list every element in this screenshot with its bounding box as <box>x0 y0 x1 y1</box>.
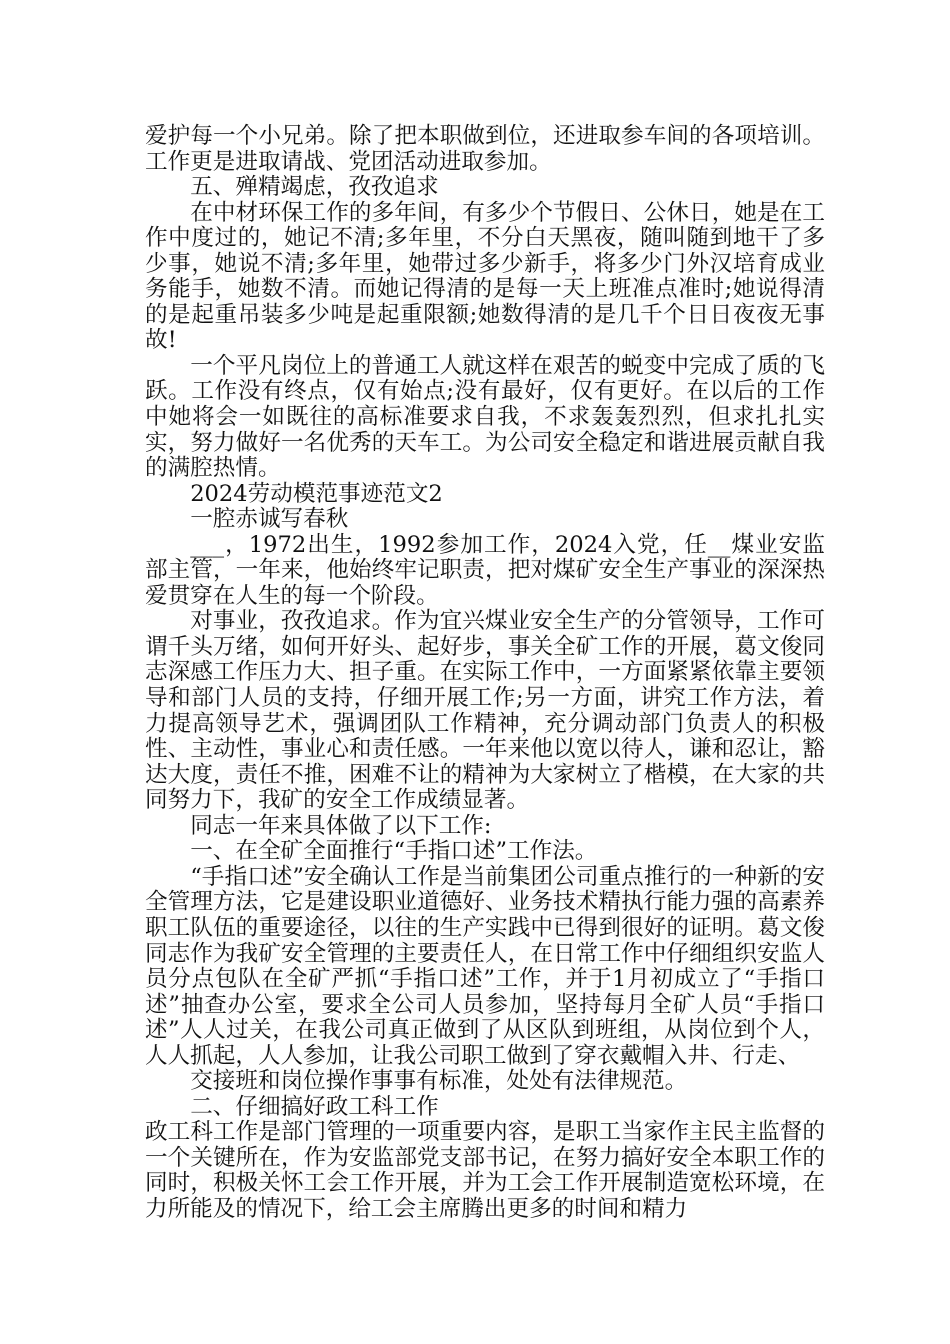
document-page <box>145 124 825 1223</box>
section-heading-5: 五、殚精竭虑，孜孜追求 <box>190 174 439 201</box>
paragraph-7: “手指口述”安全确认工作是当前集团公司重点推行的一种新的安全管理方法，它是建设职业道德好、业务技术精执行能力强的高素养职工队伍的重要途径，以往的生产实践中已得到很好的证明。葛文俊同志作为我矿安全管理的主要责任人，在日常工作中仔细组织安监人员分点包队在全矿严抓“手指口述”工作，并于1月初成立了“手指口述”抽查办公室，要求全公司人员参加，坚持每月全矿人员“手指口述”人人过关，在我公司真正做到了从区队到班组，从岗位到个人，人人抓起，人人参加，让我公司职工做到了穿衣戴帽入井、行走、 <box>145 863 825 1069</box>
section-heading-1: 一、在全矿全面推行“手指口述”工作法。 <box>190 838 598 865</box>
paragraph-5: 对事业，孜孜追求。作为宜兴煤业安全生产的分管领导，工作可谓千头万绪，如何开好头、起好步，事关全矿工作的开展，葛文俊同志深感工作压力大、担子重。在实际工作中，一方面紧紧依靠主要领导和部门人员的支持，仔细开展工作;另一方面，讲究工作方法，着力提高领导艺术，强调团队工作精神，充分调动部门负责人的积极性、主动性，事业心和责任感。一年来他以宽以待人，谦和忍让，豁达大度，责任不推，困难不让的精神为大家树立了楷模，在大家的共同努力下，我矿的安全工作成绩显著。 <box>145 608 825 814</box>
paragraph-4: ___，1972出生，1992参加工作，2024入党，任__煤业安监部主管，一年来，他始终牢记职责，把对煤矿安全生产事业的深深热爱贯穿在人生的每一个阶段。 <box>145 531 825 609</box>
section-heading-2: 二、仔细搞好政工科工作 <box>190 1093 439 1120</box>
paragraph-8: 交接班和岗位操作事事有标准，处处有法律规范。 <box>190 1068 688 1095</box>
article-subtitle: 一腔赤诚写春秋 <box>190 506 349 533</box>
paragraph-9: 政工科工作是部门管理的一项重要内容，是职工当家作主民主监督的一个关键所在，作为安监部党支部书记，在努力搞好安全本职工作的同时，积极关怀工会工作开展，并为工会工作开展制造宽松环境，在力所能及的情况下，给工会主席腾出更多的时间和精力 <box>145 1119 825 1222</box>
paragraph-2: 在中材环保工作的多年间，有多少个节假日、公休日，她是在工作中度过的，她记不清;多年里，不分白天黑夜，随叫随到地干了多少事，她说不清;多年里，她带过多少新手，将多少门外汉培育成业务能手，她数不清。而她记得清的是每一天上班准点准时;她说得清的是起重吊装多少吨是起重限额;她数得清的是几千个日日夜夜无事故! <box>145 199 825 354</box>
paragraph-3: 一个平凡岗位上的普通工人就这样在艰苦的蜕变中完成了质的飞跃。工作没有终点，仅有始点;没有最好，仅有更好。在以后的工作中她将会一如既往的高标准要求自我，不求轰轰烈烈，但求扎扎实实，努力做好一名优秀的天车工。为公司安全稳定和谐进展贡献自我的满腔热情。 <box>145 352 825 482</box>
paragraph-1: 爱护每一个小兄弟。除了把本职做到位，还进取参车间的各项培训。工作更是进取请战、党团活动进取参加。 <box>145 123 825 175</box>
paragraph-6: 同志一年来具体做了以下工作: <box>190 812 492 839</box>
article-title: 2024劳动模范事迹范文2 <box>190 480 443 507</box>
